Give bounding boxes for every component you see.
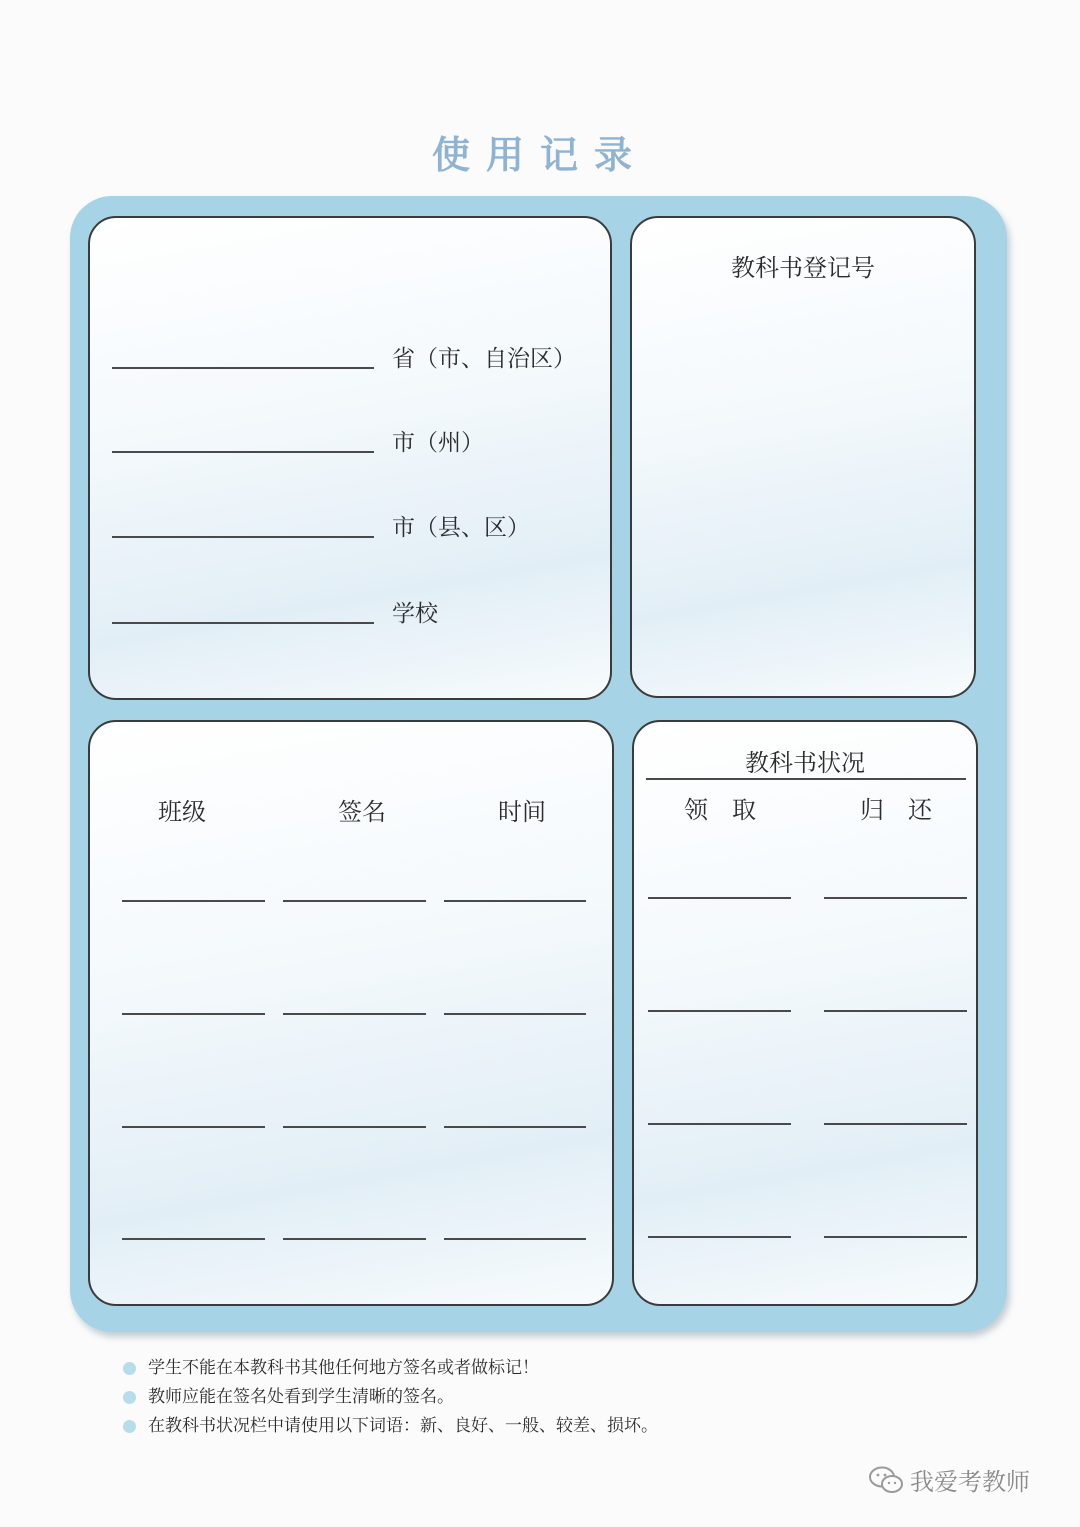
date-blank[interactable]	[444, 1013, 586, 1015]
county-blank[interactable]	[112, 536, 374, 538]
status-title: 教科书状况	[745, 749, 865, 777]
receive-blank[interactable]	[648, 1010, 791, 1012]
note-text: 在教科书状况栏中请使用以下词语：新、良好、一般、较差、损坏。	[148, 1416, 658, 1436]
signature-blank[interactable]	[283, 1238, 426, 1240]
province-label: 省（市、自治区）	[392, 346, 576, 372]
class-blank[interactable]	[122, 1013, 265, 1015]
date-blank[interactable]	[444, 1126, 586, 1128]
signature-blank[interactable]	[283, 1013, 426, 1015]
note-item	[120, 1383, 658, 1412]
return-blank[interactable]	[824, 1236, 967, 1238]
receive-blank[interactable]	[648, 1123, 791, 1125]
registration-panel	[630, 216, 976, 698]
receive-blank[interactable]	[648, 897, 791, 899]
date-header: 时间	[498, 798, 546, 826]
bullet-icon	[123, 1362, 136, 1375]
page-title: 使用记录	[431, 133, 648, 177]
school-label: 学校	[392, 601, 438, 627]
registration-title: 教科书登记号	[731, 254, 875, 282]
return-blank[interactable]	[824, 897, 967, 899]
wechat-icon	[868, 1465, 904, 1495]
city-blank[interactable]	[112, 451, 374, 453]
signature-blank[interactable]	[283, 900, 426, 902]
school-blank[interactable]	[112, 622, 374, 624]
province-blank[interactable]	[112, 367, 374, 369]
note-text: 学生不能在本教科书其他任何地方签名或者做标记！	[148, 1358, 539, 1378]
receive-header: 领 取	[684, 796, 756, 824]
date-blank[interactable]	[444, 900, 586, 902]
class-blank[interactable]	[122, 1126, 265, 1128]
status-divider	[646, 778, 966, 780]
watermark	[868, 1462, 1030, 1497]
receive-blank[interactable]	[648, 1236, 791, 1238]
note-text: 教师应能在签名处看到学生清晰的签名。	[148, 1387, 454, 1407]
county-label: 市（县、区）	[392, 515, 530, 541]
class-blank[interactable]	[122, 900, 265, 902]
address-panel	[88, 216, 612, 700]
return-header: 归 还	[860, 796, 932, 824]
notes-list	[120, 1354, 658, 1441]
class-header: 班级	[158, 798, 206, 826]
bullet-icon	[123, 1391, 136, 1404]
signature-blank[interactable]	[283, 1126, 426, 1128]
bullet-icon	[123, 1420, 136, 1433]
note-item	[120, 1412, 658, 1441]
return-blank[interactable]	[824, 1010, 967, 1012]
note-item	[120, 1354, 658, 1383]
date-blank[interactable]	[444, 1238, 586, 1240]
class-blank[interactable]	[122, 1238, 265, 1240]
return-blank[interactable]	[824, 1123, 967, 1125]
signature-header: 签名	[338, 798, 386, 826]
city-label: 市（州）	[392, 430, 484, 456]
watermark-text: 我爱考教师	[910, 1468, 1030, 1496]
